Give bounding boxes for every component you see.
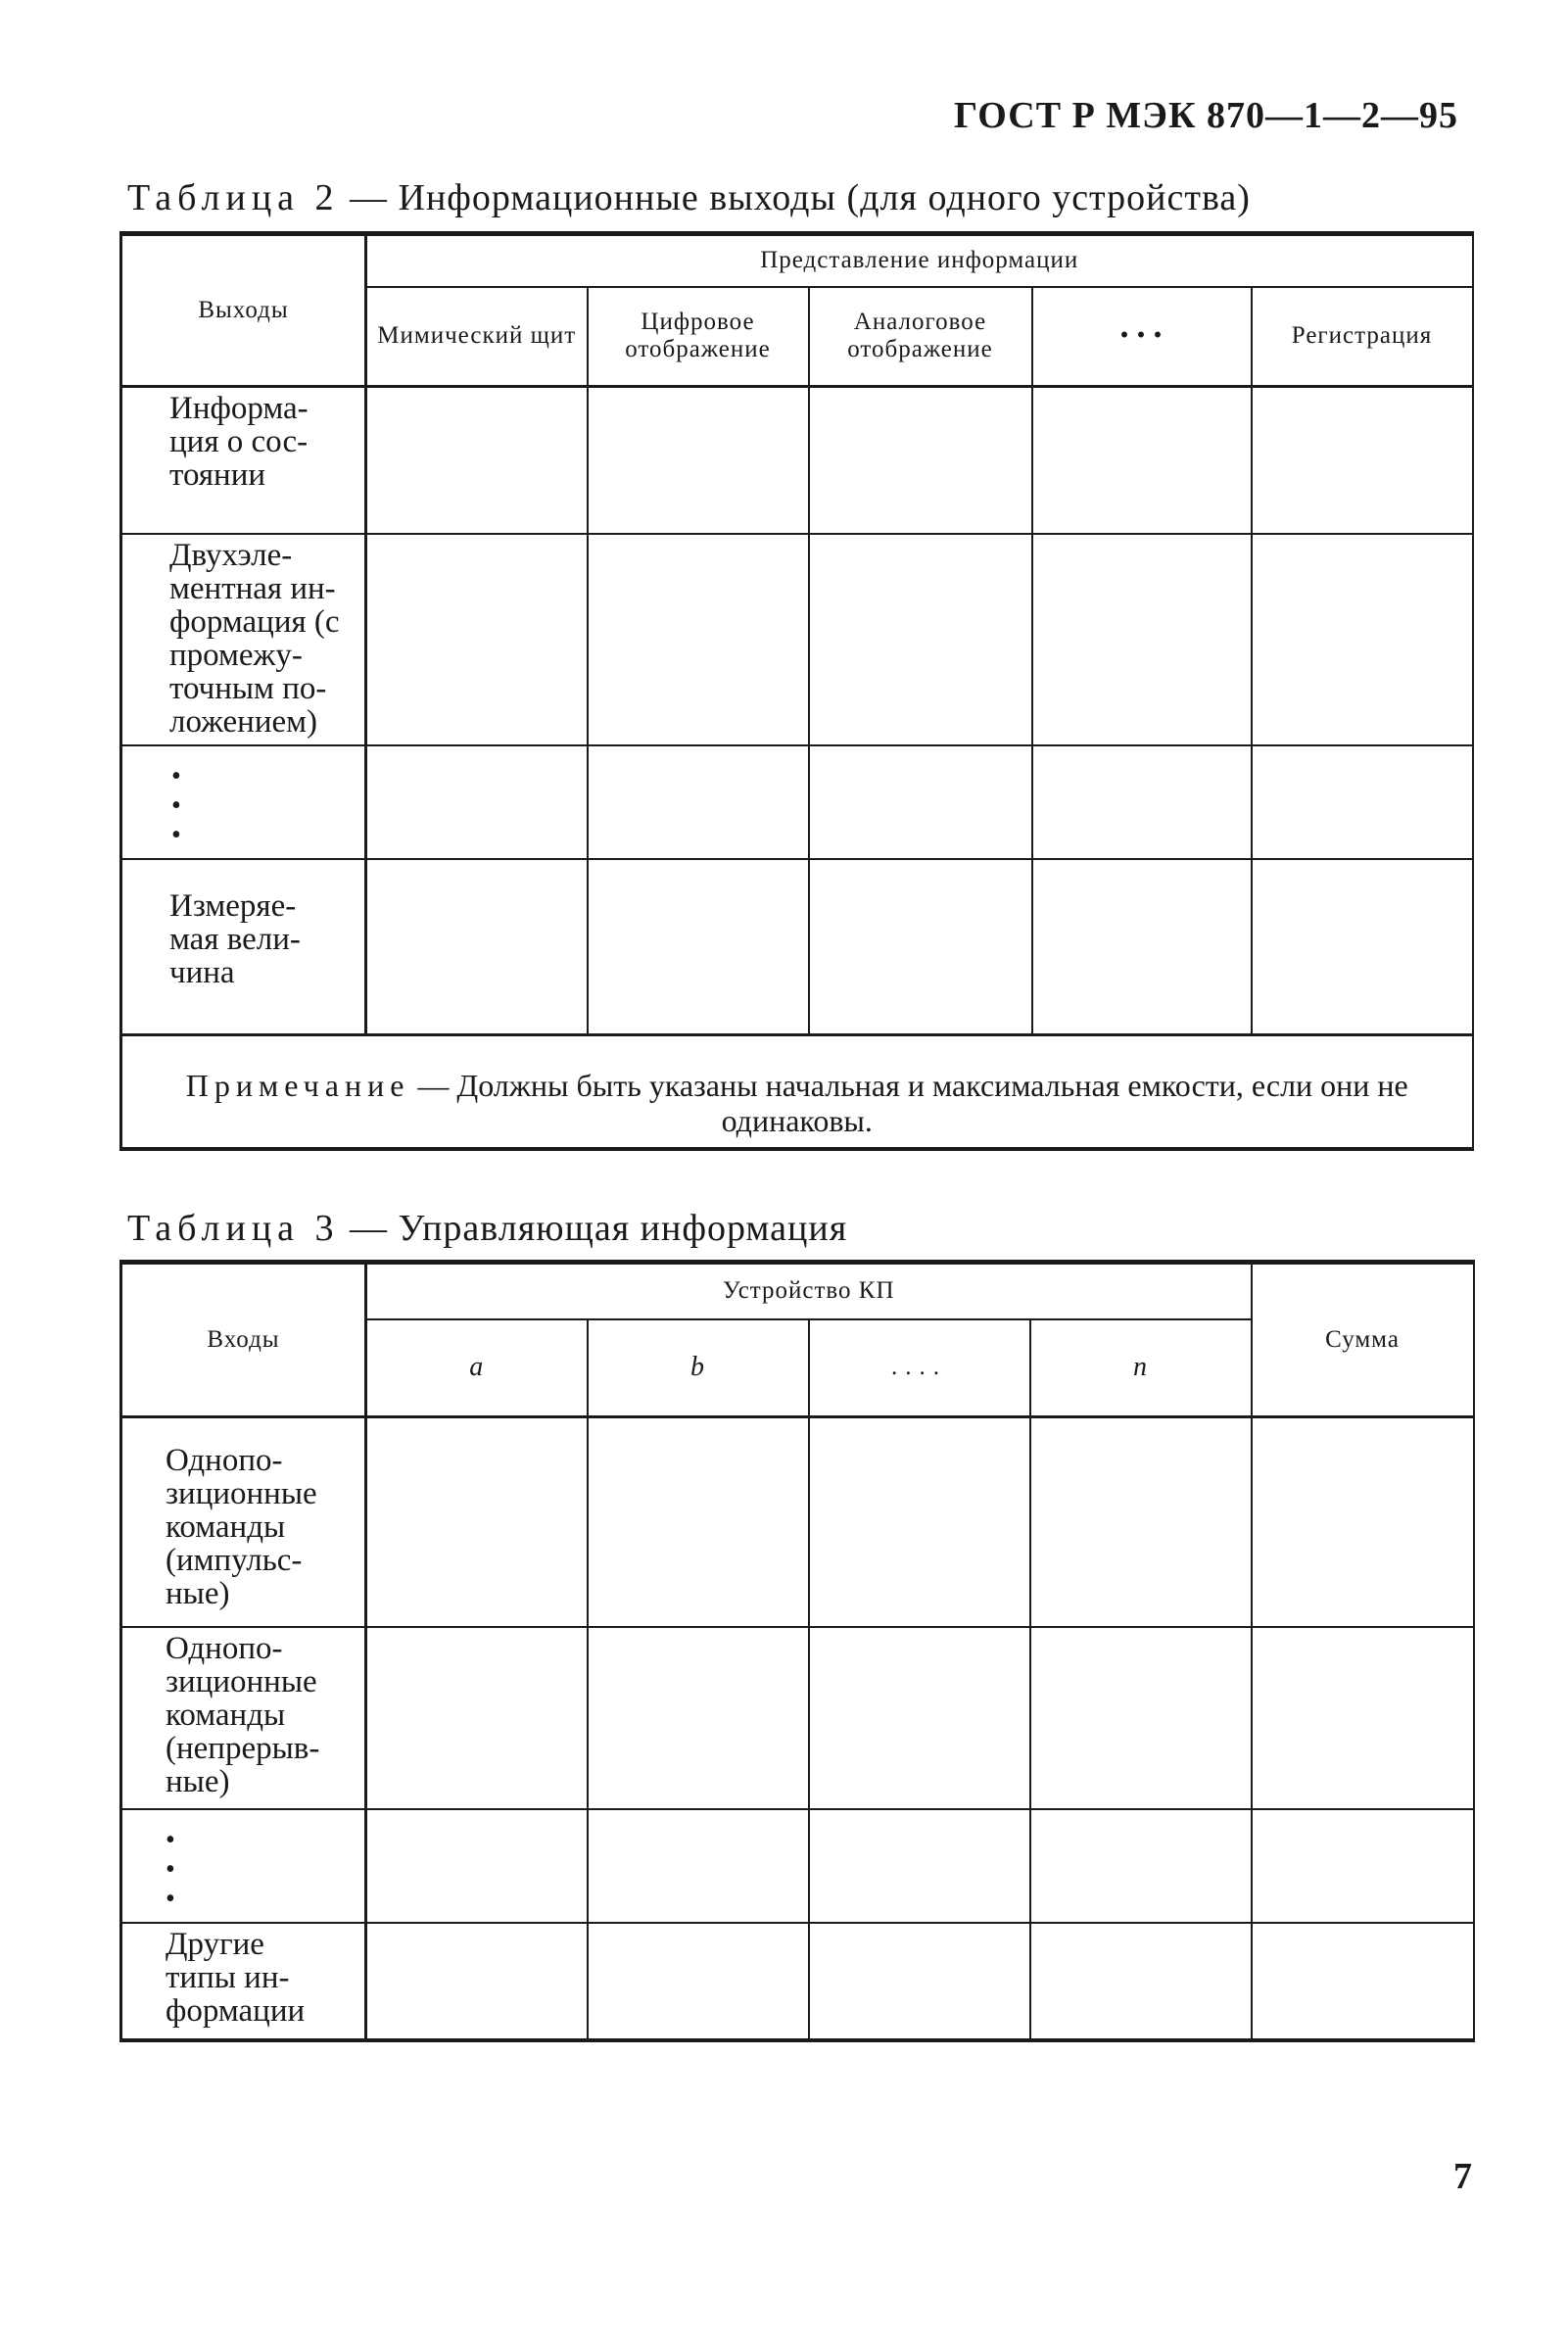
table-cell: [588, 745, 809, 859]
table2-row-label: Информа- ция о сос- тоянии: [121, 387, 366, 534]
table-row: [121, 745, 1473, 859]
table-row: [121, 1417, 1474, 1627]
table2-row-label: Двухэле- ментная ин- формация (с промежу- точным по- ложением): [121, 534, 366, 745]
table3-caption: [127, 1207, 847, 1250]
document-header: ГОСТ Р МЭК 870—1—2—95: [954, 95, 1458, 136]
table-cell: [588, 859, 809, 1035]
table2-header-group: Представление информации: [760, 247, 1079, 274]
table-cell: [366, 745, 588, 859]
table-cell: [1030, 1417, 1252, 1627]
table-cell: [588, 387, 809, 534]
table2-caption-text: — Информационные выходы (для одного устройства): [339, 177, 1251, 218]
table2-note: [121, 1035, 1473, 1149]
table-row: [121, 1627, 1474, 1809]
table-cell: [1032, 387, 1252, 534]
table2-note-text: — Должны быть указаны начальная и максимальная емкости, если они не одинаковы.: [409, 1068, 1408, 1139]
table3-header-inputs: Входы: [121, 1263, 366, 1417]
table3-row-label: Другие типы ин- формации: [121, 1923, 366, 2040]
table3-header-col: n: [1030, 1319, 1252, 1417]
table-cell: [1252, 1923, 1474, 2040]
table2-caption-label: Таблица 2: [127, 177, 340, 218]
table-cell: [1252, 859, 1473, 1035]
table-cell: [1032, 859, 1252, 1035]
table3-header-col: a: [366, 1319, 588, 1417]
table-cell: [1252, 1627, 1474, 1809]
table-cell: [1030, 1809, 1252, 1923]
table-row: [121, 1809, 1474, 1923]
table-row: [121, 1923, 1474, 2040]
table3-row-label: Однопо- зиционные команды (импульс- ные): [121, 1417, 366, 1627]
table-cell: [809, 1627, 1030, 1809]
table-cell: [809, 1809, 1030, 1923]
table2-header-col: Мимический щит: [377, 322, 577, 350]
table-cell: [366, 1809, 588, 1923]
table-cell: [809, 387, 1032, 534]
table-cell: [809, 745, 1032, 859]
table-row: [121, 387, 1473, 534]
table3-header-group: Устройство КП: [723, 1277, 895, 1305]
table3-header-col: b: [588, 1319, 809, 1417]
table3-row-label: Однопо- зиционные команды (непрерыв- ные): [121, 1627, 366, 1809]
table-cell: [1032, 534, 1252, 745]
table-cell: [366, 1923, 588, 2040]
table-cell: [588, 1417, 809, 1627]
table3-header-sum: Сумма: [1252, 1263, 1474, 1417]
table-cell: [1252, 1417, 1474, 1627]
table2-header-col: • • •: [1032, 287, 1252, 387]
table3-caption-label: Таблица 3: [127, 1208, 340, 1249]
table3-control-information: [119, 1260, 1475, 2042]
table-cell: [366, 387, 588, 534]
table-cell: [809, 534, 1032, 745]
table2-header-col: Аналоговое отображение: [809, 287, 1032, 387]
table-cell: [1252, 534, 1473, 745]
table-cell: [1030, 1627, 1252, 1809]
table2-caption: [127, 176, 1251, 219]
table-cell: [809, 1923, 1030, 2040]
table-cell: [588, 1809, 809, 1923]
table-cell: [366, 534, 588, 745]
table2-header-col: Регистрация: [1252, 287, 1473, 387]
table3-header-col: ....: [809, 1319, 1030, 1417]
table2-row-ellipsis: • • •: [121, 745, 366, 859]
table-cell: [1252, 745, 1473, 859]
table-cell: [366, 1417, 588, 1627]
table-row: [121, 859, 1473, 1035]
table2-header-outputs: Выходы: [121, 234, 366, 387]
table3-caption-text: — Управляющая информация: [339, 1208, 848, 1249]
table-cell: [1252, 1809, 1474, 1923]
table-cell: [588, 1923, 809, 2040]
table2-note-label: Примечание: [185, 1068, 410, 1104]
table2-information-outputs: [119, 231, 1474, 1151]
table2-row-label: Измеряе- мая вели- чина: [121, 859, 366, 1035]
table-cell: [809, 859, 1032, 1035]
table-cell: [588, 1627, 809, 1809]
table-cell: [588, 534, 809, 745]
table2-header-col: Цифровое отображение: [588, 287, 809, 387]
table-cell: [1252, 387, 1473, 534]
table-cell: [366, 859, 588, 1035]
page-number: 7: [1453, 2156, 1472, 2197]
table-cell: [1030, 1923, 1252, 2040]
table-cell: [809, 1417, 1030, 1627]
table-row: [121, 534, 1473, 745]
table3-row-ellipsis: • • •: [121, 1809, 366, 1923]
table-cell: [1032, 745, 1252, 859]
table-cell: [366, 1627, 588, 1809]
